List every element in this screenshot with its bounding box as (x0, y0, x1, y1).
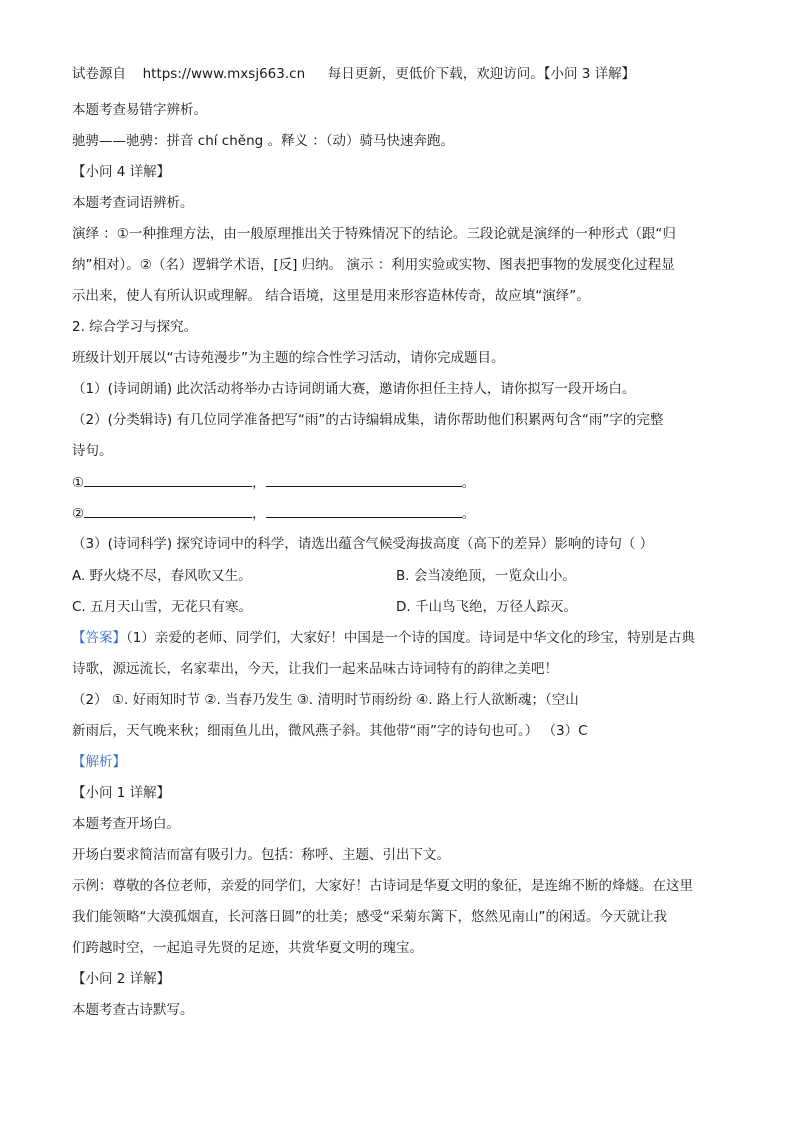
text-line: 本题考查开场白。 (72, 816, 180, 832)
text-line: 班级计划开展以“古诗苑漫步”为主题的综合性学习活动，请你完成题目。 (72, 350, 505, 366)
question-title: 2. 综合学习与探究。 (72, 319, 198, 335)
text-line: 驰骋——驰骋：拼音 chí chěng 。释义 ：（动）骑马快速奔跑。 (72, 133, 455, 149)
answer-blank[interactable] (84, 503, 252, 518)
section-label: 【小问 1 详解】 (72, 785, 171, 801)
text-line: 诗句。 (72, 443, 113, 459)
blank-mark: ① (72, 475, 85, 491)
answer-line: 诗歌，源远流长，名家辈出，今天，让我们一起来品味古诗词特有的韵律之美吧！ (72, 661, 558, 677)
text-line: 纳”相对）。②（名）逻辑学术语，[反] 归纳。 演示 ：利用实验或实物、图表把事物的发展变化过程显 (72, 257, 675, 273)
analysis-label: 【解析】 (72, 754, 126, 770)
section-label: 【小问 2 详解】 (72, 971, 171, 987)
question-part: （3）(诗词科学) 探究诗词中的科学，请选出蕴含气候受海拔高度（高下的差异）影响的诗句（ ） (72, 536, 654, 552)
option-a: A. 野火烧不尽，春风吹又生。 (72, 568, 252, 584)
text-line: 示例：尊敬的各位老师，亲爱的同学们，大家好！古诗词是华夏文明的象征，是连绵不断的烽燧。在这里 (72, 878, 693, 894)
source-tagline: 每日更新，更低价下载，欢迎访问。【小问 3 详解】 (327, 66, 636, 82)
source-label: 试卷源自 (72, 66, 126, 82)
question-part: （1）(诗词朗诵) 此次活动将举办古诗词朗诵大赛，邀请你担任主持人，请你拟写一段开场白。 (72, 381, 636, 397)
answer-blank[interactable] (266, 503, 462, 518)
fill-blank-row: ① ， 。 (72, 472, 475, 493)
answer-line: （2） ①. 好雨知时节 ②. 当春乃发生 ③. 清明时节雨纷纷 ④. 路上行人欲断魂；（空山 (72, 692, 579, 708)
option-d: D. 千山鸟飞绝，万径人踪灭。 (396, 599, 577, 615)
question-part: （2）(分类辑诗) 有几位同学准备把写“雨”的古诗编辑成集，请你帮助他们积累两句含“雨”字的完整 (72, 412, 664, 428)
section-label: 【小问 4 详解】 (72, 164, 171, 180)
text-line: 演绎 ：①一种推理方法，由一般原理推出关于特殊情况下的结论。三段论就是演绎的一种形式（跟“归 (72, 226, 676, 242)
text-line: 开场白要求简洁而富有吸引力。包括：称呼、主题、引出下文。 (72, 847, 450, 863)
blank-mark: ② (72, 506, 85, 522)
text-line: 们跨越时空，一起追寻先贤的足迹，共赏华夏文明的瑰宝。 (72, 940, 423, 956)
text-line: 我们能领略“大漠孤烟直，长河落日圆”的壮美；感受“采菊东篱下，悠然见南山”的闲适。今天就让我 (72, 909, 667, 925)
text-line: 示出来，使人有所认识或理解。 结合语境，这里是用来形容造林传奇，故应填“演绎”。 (72, 288, 590, 304)
answer-line: 【答案】（1）亲爱的老师、同学们，大家好！中国是一个诗的国度。诗词是中华文化的珍宝，特别是古典 (72, 630, 695, 646)
text-line: 本题考查易错字辨析。 (72, 102, 207, 118)
text-line: 本题考查词语辨析。 (72, 195, 194, 211)
header-line (72, 64, 635, 84)
answer-line: 新雨后，天气晚来秋；细雨鱼儿出，微风燕子斜。其他带“雨”字的诗句也可。） （3）C (72, 723, 588, 739)
answer-label: 【答案】 (72, 630, 126, 646)
fill-blank-row: ② ， 。 (72, 503, 475, 524)
source-url[interactable]: https://www.mxsj663.cn (142, 66, 306, 82)
answer-blank[interactable] (266, 472, 462, 487)
option-b: B. 会当凌绝顶，一览众山小。 (396, 568, 576, 584)
answer-blank[interactable] (84, 472, 252, 487)
option-c: C. 五月天山雪，无花只有寒。 (72, 599, 253, 615)
text-line: 本题考查古诗默写。 (72, 1002, 194, 1018)
